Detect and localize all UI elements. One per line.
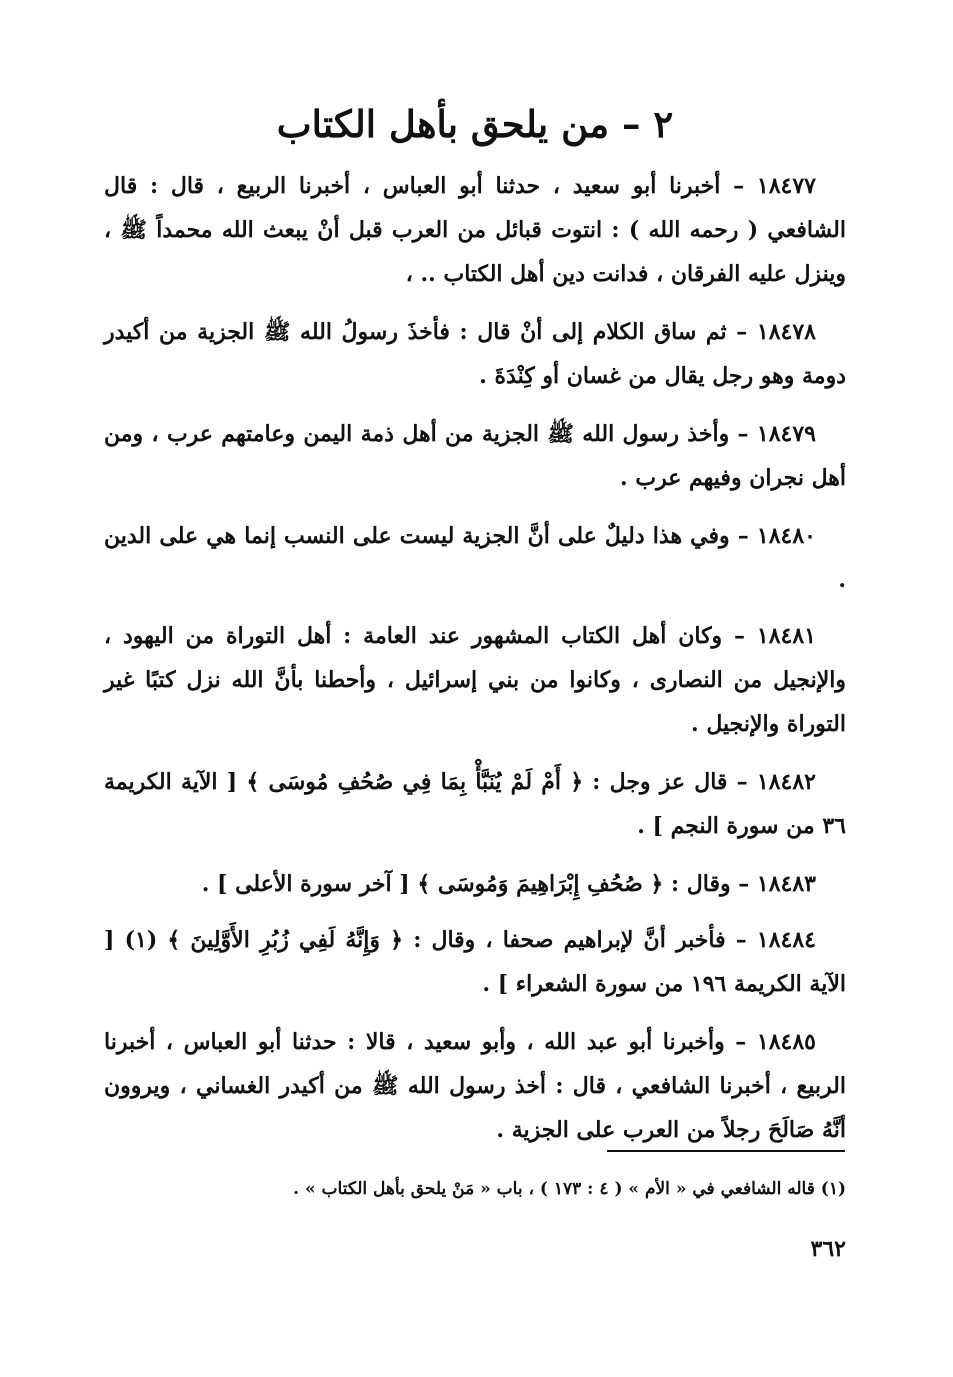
paragraph-18477: ١٨٤٧٧ – أخبرنا أبو سعيد ، حدثنا أبو العباس ، أخبرنا الربيع ، قال : قال الشافعي ( رحمه الله ) : انتوت قبائل من العرب قبل أنْ يبعث الله محمداً ﷺ ، وينزل عليه الفرقان ، فدانت دين أهل الكتاب .. ، [104, 173, 846, 287]
paragraph-18485: ١٨٤٨٥ – وأخبرنا أبو عبد الله ، وأبو سعيد ، قالا : حدثنا أبو العباس ، أخبرنا الربيع ، أخبرنا الشافعي ، قال : أخذ رسول الله ﷺ من أكيدر الغساني ، ويروون أنَّهُ صَالَحَ رجلاً من العرب على الجزية . [104, 1029, 846, 1143]
footnote-divider [607, 1150, 845, 1152]
paragraph-18484: ١٨٤٨٤ – فأخبر أنَّ لإبراهيم صحفا ، وقال : ﴿ وَإِنَّهُ لَفِي زُبُرِ الأَوَّلِينَ ﴾ (١) [ الآية الكريمة ١٩٦ من سورة الشعراء ] . [104, 927, 846, 997]
paragraph-18483: ١٨٤٨٣ – وقال : ﴿ صُحُفِ إِبْرَاهِيمَ وَمُوسَى ﴾ [ آخر سورة الأعلى ] . [201, 871, 816, 897]
footnote: (١) قاله الشافعي في « الأم » ( ٤ : ١٧٣ ) ، باب « مَنْ يلحق بأهل الكتاب » . [293, 1179, 846, 1199]
paragraph-18481: ١٨٤٨١ – وكان أهل الكتاب المشهور عند العامة : أهل التوراة من اليهود ، والإنجيل من النصارى ، وكانوا من بني إسرائيل ، وأحطنا بأنَّ الله نزل كتبًا غير التوراة والإنجيل . [104, 623, 847, 737]
paragraph-18478: ١٨٤٧٨ – ثم ساق الكلام إلى أنْ قال : فأخذَ رسولُ الله ﷺ الجزية من أكيدر دومة وهو رجل يقال من غسان أو كِنْدَةَ . [104, 319, 846, 389]
paragraph-18480: ١٨٤٨٠ – وفي هذا دليلٌ على أنَّ الجزية ليست على النسب إنما هي على الدين . [104, 523, 846, 593]
document-body [104, 98, 846, 1166]
paragraph-18479: ١٨٤٧٩ – وأخذ رسول الله ﷺ الجزية من أهل ذمة اليمن وعامتهم عرب ، ومن أهل نجران وفيهم عرب . [104, 421, 846, 491]
chapter-title: ٢ – من يلحق بأهل الكتاب [276, 102, 674, 146]
paragraph-18482: ١٨٤٨٢ – قال عز وجل : ﴿ أَمْ لَمْ يُنَبَّأْ بِمَا فِي صُحُفِ مُوسَى ﴾ [ الآية الكريمة ٣٦ من سورة النجم ] . [104, 769, 846, 839]
page-number: ٣٦٢ [810, 1236, 846, 1262]
